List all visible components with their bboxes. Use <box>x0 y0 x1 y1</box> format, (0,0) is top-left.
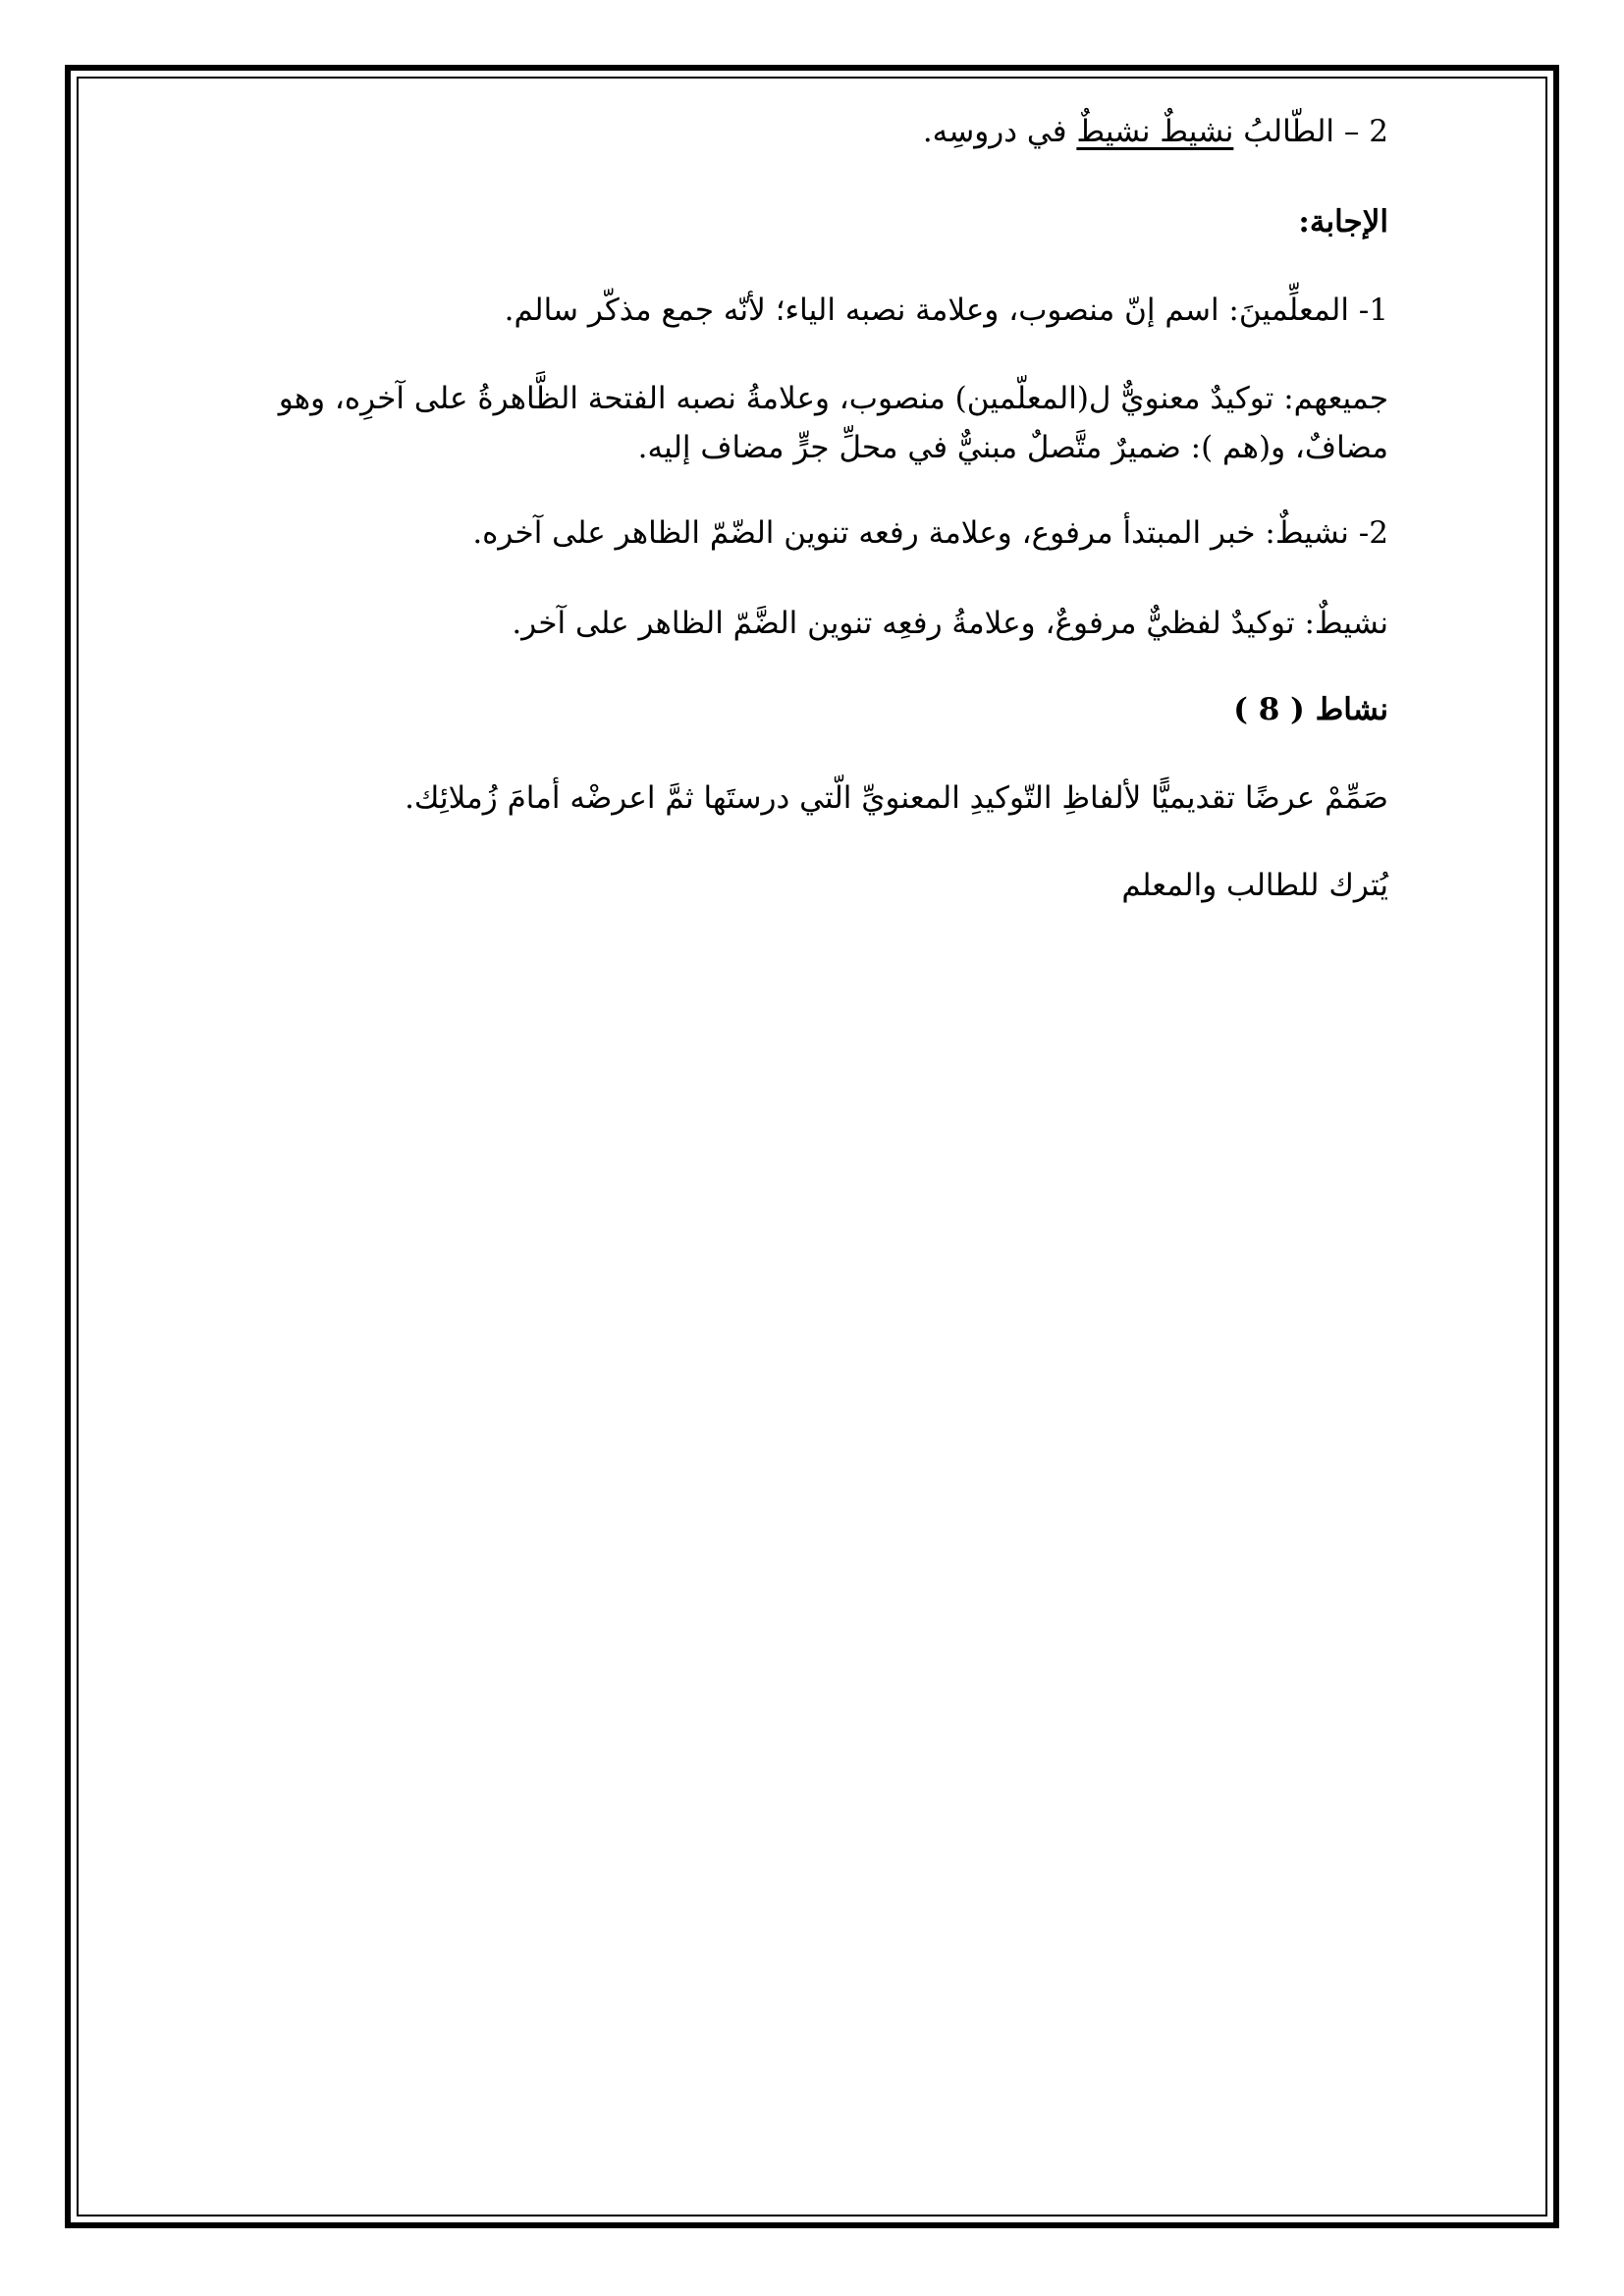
activity-text: صَمِّمْ عرضًا تقديميًّا لألفاظِ التّوكيدِ المعنويِّ الّتي درستَها ثمَّ اعرضْه أمامَ زُملائِك. <box>405 780 1388 817</box>
answer-2-explanation: نشيطٌ: توكيدٌ لفظيٌّ مرفوعٌ، وعلامةُ رفعِه تنوين الضَّمّ الظاهر على آخر. <box>512 606 1388 642</box>
answer-2-line: 2- نشيطٌ: خبر المبتدأ مرفوع، وعلامة رفعه تنوين الضّمّ الظاهر على آخره. <box>472 515 1388 552</box>
question-2-prefix: 2 – الطّالبُ <box>1233 114 1388 149</box>
answer-1-explanation: جميعهم: توكيدٌ معنويٌّ ل(المعلّمين) منصوب، وعلامةُ نصبه الفتحة الظَّاهرةُ على آخرِه، وهو مضافٌ، و(هم ): ضميرٌ متَّصلٌ مبنيٌّ في محلِّ جرٍّ مضاف إليه. <box>278 381 1388 465</box>
activity-heading: نشاط ( 8 ) <box>1233 692 1388 728</box>
answer-heading: الإجابة: <box>1298 204 1388 240</box>
activity-note: يُترك للطالب والمعلم <box>1121 867 1388 903</box>
answer-1-line: 1- المعلِّمينَ: اسم إنّ منصوب، وعلامة نصبه الياء؛ لأنّه جمع مذكّر سالم. <box>504 293 1388 329</box>
document-content <box>275 108 1388 909</box>
question-2-suffix: في دروسِه. <box>922 114 1077 149</box>
question-2-underlined-words: نشيطٌ نشيطٌ <box>1076 114 1234 149</box>
question-2-line <box>275 108 1388 155</box>
